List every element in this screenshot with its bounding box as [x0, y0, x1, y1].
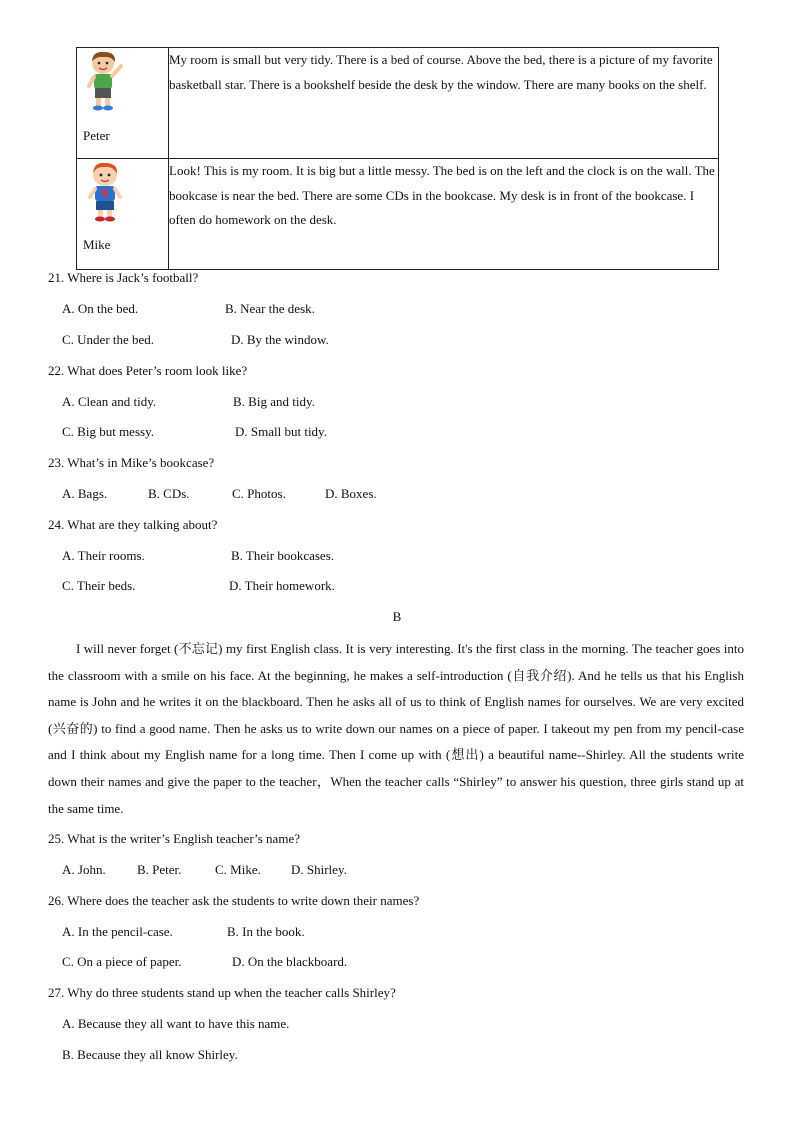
- question-24-option-d: D. Their homework.: [229, 578, 335, 593]
- question-22-option-c: C. Big but messy.: [62, 424, 154, 439]
- question-27-option-a: A. Because they all want to have this name.: [62, 1016, 290, 1031]
- question-26-option-c: C. On a piece of paper.: [62, 954, 182, 969]
- question-26-option-d: D. On the blackboard.: [232, 954, 348, 969]
- question-24-option-b: B. Their bookcases.: [231, 548, 335, 563]
- question-25-option-d: D. Shirley.: [291, 862, 347, 877]
- table-row: [77, 48, 719, 159]
- question-23-stem: 23. What’s in Mike’s bookcase?: [48, 455, 215, 470]
- rooms-table: [76, 47, 719, 270]
- boy-red-hair-icon: [85, 161, 125, 223]
- question-21-option-d: D. By the window.: [231, 332, 329, 347]
- question-23-option-b: B. CDs.: [148, 486, 190, 501]
- question-21-option-a: A. On the bed.: [62, 301, 139, 316]
- question-27-option-b: B. Because they all know Shirley.: [62, 1047, 238, 1062]
- question-22-stem: 22. What does Peter’s room look like?: [48, 363, 248, 378]
- question-25-option-a: A. John.: [62, 862, 106, 877]
- question-22-option-a: A. Clean and tidy.: [62, 394, 157, 409]
- question-25-option-c: C. Mike.: [215, 862, 261, 877]
- question-23-option-a: A. Bags.: [62, 486, 108, 501]
- question-26-option-a: A. In the pencil-case.: [62, 924, 173, 939]
- person-name: Peter: [83, 128, 110, 143]
- question-25-stem: 25. What is the writer’s English teacher’s name?: [48, 831, 300, 846]
- question-22-option-d: D. Small but tidy.: [235, 424, 327, 439]
- table-row: [77, 159, 719, 270]
- reading-passage: I will never forget (不忘记) my first English class. It is very interesting. It's the first class in the morning. The teacher goes into the classroom with a smile on his face. At the beginning, he makes a self-introduction (自我介绍). And he tells us that his English name is John and he writes it on the blackboard. Then he asks all of us to think of English names for ourselves. We are very excited (兴奋的) to find a good name. Then he asks us to write down our names on a piece of paper. I takeout my pen from my pencil-case and I think about my English name for a long time. Then I come up with (想出) a beautiful name--Shirley. All the students write down their names and give the paper to the teacher，When the teacher calls “Shirley” to answer his question, three girls stand up at the same time.: [48, 641, 744, 816]
- question-26-stem: 26. Where does the teacher ask the students to write down their names?: [48, 893, 420, 908]
- person-name: Mike: [83, 237, 111, 252]
- avatar-cell: [77, 48, 169, 159]
- question-21-stem: 21. Where is Jack’s football?: [48, 270, 199, 285]
- question-23-option-c: C. Photos.: [232, 486, 286, 501]
- question-26-option-b: B. In the book.: [227, 924, 305, 939]
- question-27-stem: 27. Why do three students stand up when the teacher calls Shirley?: [48, 985, 396, 1000]
- question-22-option-b: B. Big and tidy.: [233, 394, 315, 409]
- room-description: My room is small but very tidy. There is a bed of course. Above the bed, there is a picture of my favorite basketball star. There is a bookshelf beside the desk by the window. There are many books on the shelf.: [169, 48, 719, 159]
- room-description: Look! This is my room. It is big but a little messy. The bed is on the left and the clock is on the wall. The bookcase is near the bed. There are some CDs in the bookcase. My desk is in front of the bookcase. I often do homework on the desk.: [169, 159, 719, 270]
- avatar-cell: [77, 159, 169, 270]
- question-21-option-c: C. Under the bed.: [62, 332, 155, 347]
- question-23-option-d: D. Boxes.: [325, 486, 377, 501]
- question-24-option-c: C. Their beds.: [62, 578, 136, 593]
- question-25-option-b: B. Peter.: [137, 862, 182, 877]
- question-24-stem: 24. What are they talking about?: [48, 517, 218, 532]
- boy-waving-icon: [85, 50, 125, 112]
- section-heading: B: [392, 609, 402, 624]
- question-21-option-b: B. Near the desk.: [225, 301, 315, 316]
- question-24-option-a: A. Their rooms.: [62, 548, 145, 563]
